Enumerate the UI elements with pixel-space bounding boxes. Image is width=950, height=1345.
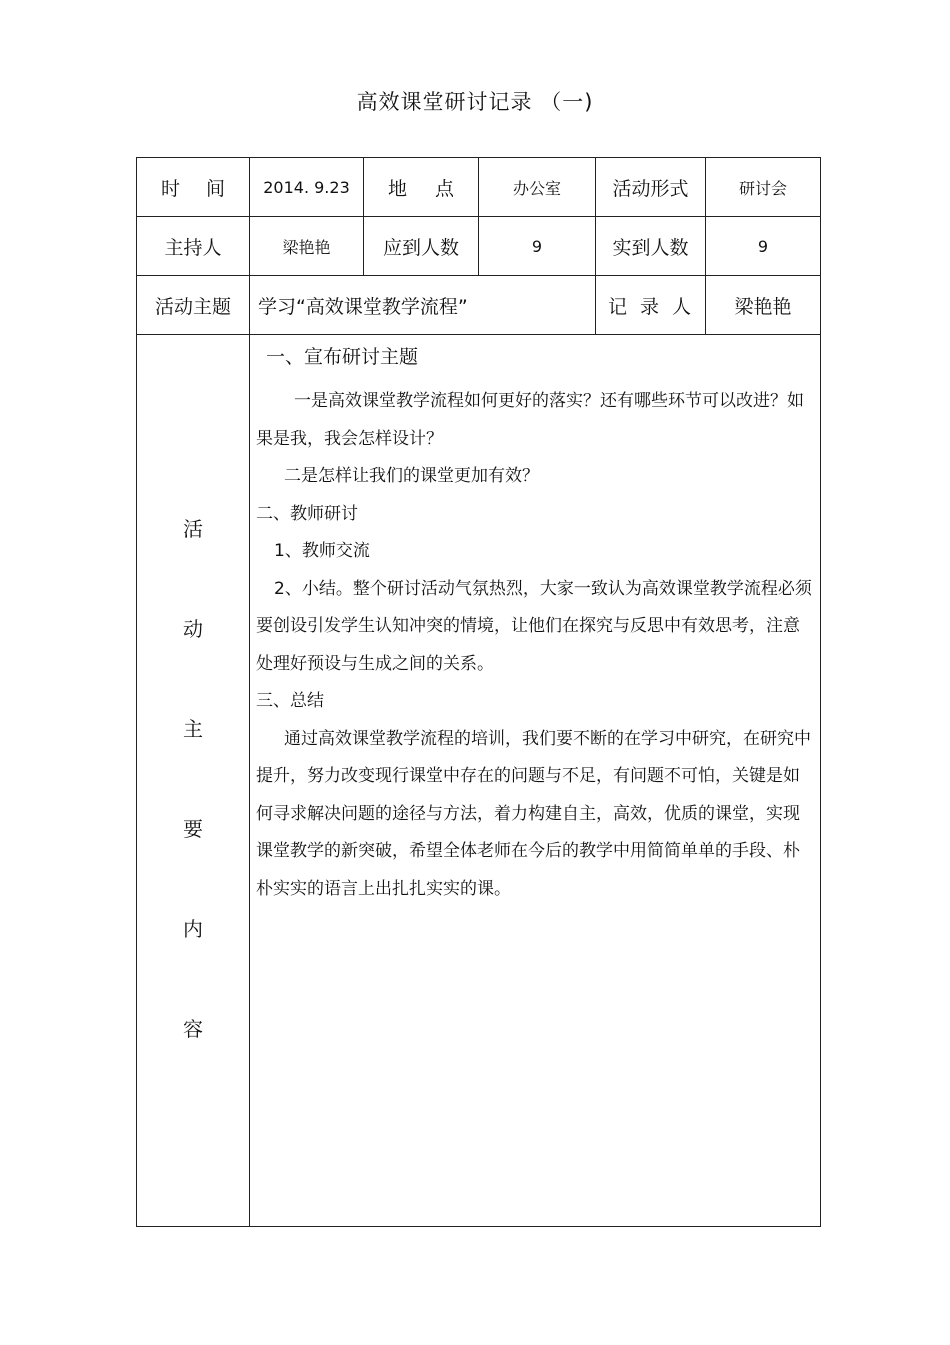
section2-heading: 二、教师研讨 [256,503,358,524]
host-value: 梁艳艳 [250,217,364,276]
row-time-place [137,158,821,217]
actual-value: 9 [706,217,821,276]
row-host-attendance [137,217,821,276]
expected-label: 应到人数 [364,217,479,276]
time-label-cell [137,158,250,217]
side-char-2: 动 [183,617,203,641]
place-label [364,174,478,201]
recorder-label [596,292,705,319]
section1-paragraph-1: 一是高效课堂教学流程如何更好的落实？还有哪些环节可以改进？如果是我，我会怎样设计？ [256,391,804,449]
expected-value: 9 [479,217,596,276]
topic-label: 活动主题 [137,276,250,335]
record-table [136,157,821,1227]
side-char-6: 容 [183,1017,203,1041]
place-label-char-2: 点 [434,177,454,200]
time-label [137,174,249,201]
form-value: 研讨会 [706,158,821,217]
side-char-3: 主 [183,717,203,741]
time-label-char-1: 时 [161,177,181,200]
section1-paragraph-2: 二是怎样让我们的课堂更加有效？ [284,466,539,486]
recorder-label-char-1: 记 [608,295,628,318]
topic-value: 学习“高效课堂教学流程” [250,276,596,335]
recorder-label-char-3: 人 [671,295,691,318]
document-title: 高效课堂研讨记录 （一) [356,90,594,114]
recorder-label-cell [596,276,706,335]
side-char-1: 活 [183,517,203,541]
content-side-label-chars [137,515,249,1115]
content-side-label [137,335,250,1227]
side-char-5: 内 [183,917,203,941]
side-char-4: 要 [183,817,203,841]
recorder-label-char-2: 录 [639,295,659,318]
row-topic-recorder [137,276,821,335]
row-content [137,335,821,1227]
section1-heading: 一、宣布研讨主题 [266,346,419,368]
host-label: 主持人 [137,217,250,276]
form-label: 活动形式 [596,158,706,217]
place-label-char-1: 地 [388,177,408,200]
section2-item-2: 2、小结。整个研讨活动气氛热烈，大家一致认为高效课堂教学流程必须要创设引发学生认知冲突的情境，让他们在探究与反思中有效思考，注意处理好预设与生成之间的关系。 [256,578,812,674]
place-label-cell [364,158,479,217]
section3-heading: 三、总结 [256,691,324,711]
time-label-char-2: 间 [205,177,225,200]
section2-item-1: 1、教师交流 [274,541,370,561]
recorder-value: 梁艳艳 [706,276,821,335]
place-value: 办公室 [479,158,596,217]
section3-paragraph-1: 通过高效课堂教学流程的培训，我们要不断的在学习中研究，在研究中提升，努力改变现行课堂中存在的问题与不足，有问题不可怕，关键是如何寻求解决问题的途径与方法，着力构建自主，高效，优质的课堂，实现课堂教学的新突破，希望全体老师在今后的教学中用简简单单的手段、朴朴实实的语言上出扎扎实实的课。 [256,728,811,899]
actual-label: 实到人数 [596,217,706,276]
time-value: 2014. 9.23 [250,158,364,217]
content-body [250,335,821,1227]
